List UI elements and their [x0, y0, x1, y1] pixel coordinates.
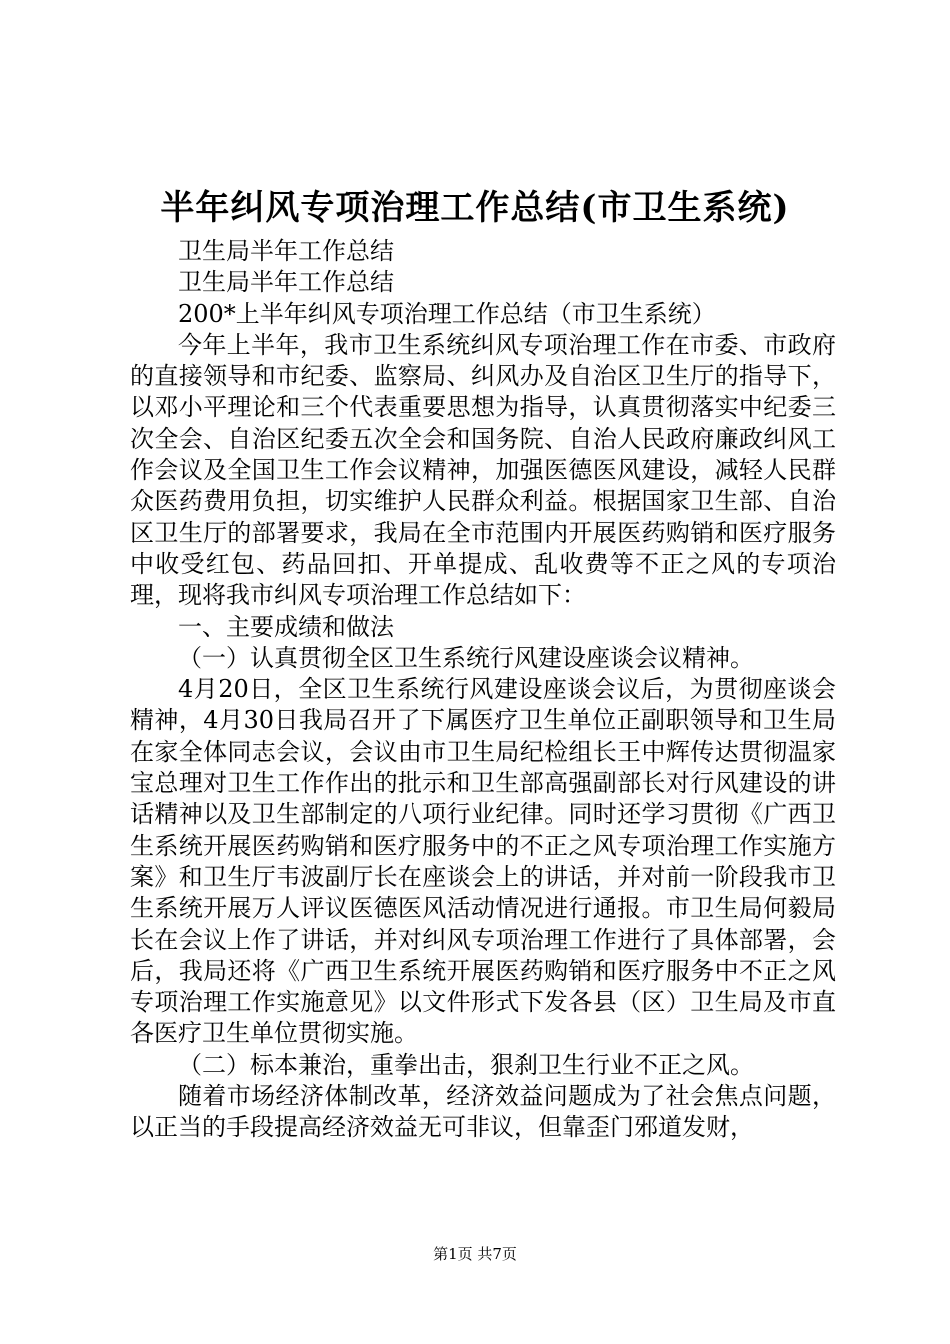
document-title: 半年纠风专项治理工作总结(市卫生系统) — [160, 188, 790, 228]
paragraph-subtitle-1: 卫生局半年工作总结 — [178, 237, 394, 265]
paragraph-subtitle-3: 200*上半年纠风专项治理工作总结（市卫生系统） — [178, 299, 716, 328]
paragraph-body-1: 4月20日，全区卫生系统行风建设座谈会议后，为贯彻座谈会精神，4月30日我局召开了下属医疗卫生单位正副职领导和卫生局在家全体同志会议，会议由市卫生局纪检组长王中辉传达贯彻温家宝总理对卫生工作作出的批示和卫生部高强副部长对行风建设的讲话精神以及卫生部制定的八项行业纪律。同时还学习贯彻《广西卫生系统开展医药购销和医疗服务中的不正之风专项治理工作实施方案》和卫生厅韦波副厅长在座谈会上的讲话，并对前一阶段我市卫生系统开展万人评议医德医风活动情况进行通报。市卫生局何毅局长在会议上作了讲话，并对纠风专项治理工作进行了具体部署，会后，我局还将《广西卫生系统开展医药购销和医疗服务中不正之风专项治理工作实施意见》以文件形式下发各县（区）卫生局及市直各医疗卫生单位贯彻实施。 — [130, 675, 836, 1048]
page-number-footer: 第1页 共7页 — [433, 1245, 517, 1263]
paragraph-subtitle-2: 卫生局半年工作总结 — [178, 268, 394, 297]
section-heading-1: 一、主要成绩和做法 — [178, 612, 394, 641]
subsection-heading-2: （二）标本兼治，重拳出击，狠刹卫生行业不正之风。 — [178, 1050, 754, 1079]
subsection-heading-1: （一）认真贯彻全区卫生系统行风建设座谈会议精神。 — [178, 643, 754, 672]
paragraph-body-2: 随着市场经济体制改革，经济效益问题成为了社会焦点问题，以正当的手段提高经济效益无可非议，但靠歪门邪道发财， — [130, 1082, 836, 1142]
paragraph-intro: 今年上半年，我市卫生系统纠风专项治理工作在市委、市政府的直接领导和市纪委、监察局、纠风办及自治区卫生厅的指导下，以邓小平理论和三个代表重要思想为指导，认真贯彻落实中纪委三次全会、自治区纪委五次全会和国务院、自治人民政府廉政纠风工作会议及全国卫生工作会议精神，加强医德医风建设，减轻人民群众医药费用负担，切实维护人民群众利益。根据国家卫生部、自治区卫生厅的部署要求，我局在全市范围内开展医药购销和医疗服务中收受红包、药品回扣、开单提成、乱收费等不正之风的专项治理，现将我市纠风专项治理工作总结如下： — [130, 330, 836, 610]
document-body — [130, 236, 836, 1144]
